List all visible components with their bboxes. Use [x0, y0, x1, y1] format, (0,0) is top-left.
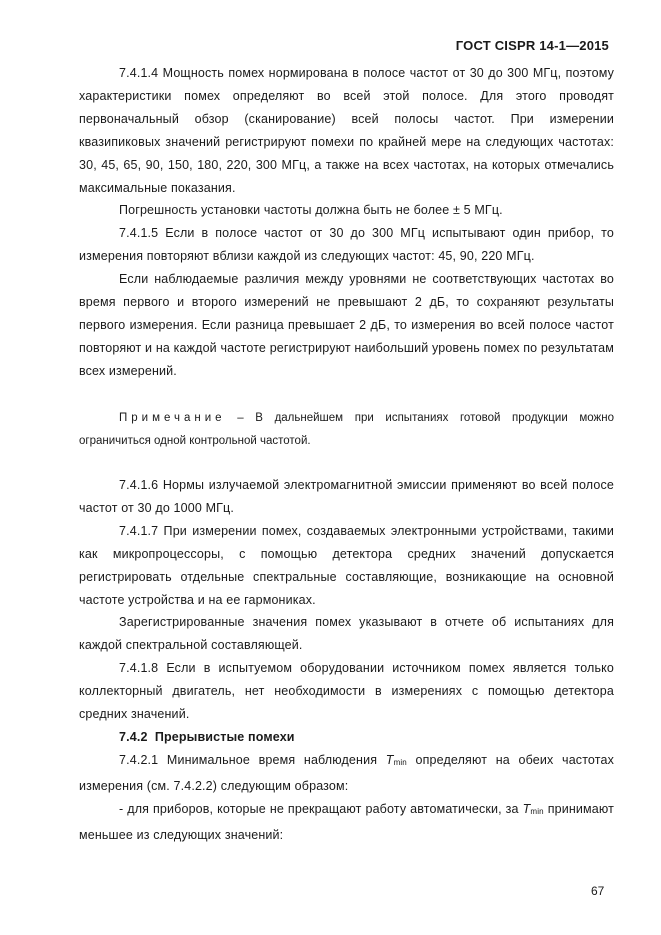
tmin-letter-2: T — [522, 801, 531, 816]
section-heading-7-4-2 — [79, 726, 614, 749]
paragraph-frequency-accuracy: Погрешность установки частоты должна быть не более ± 5 МГц. — [119, 203, 503, 218]
paragraph-registered-values: Зарегистрированные значения помех указывают в отчете об испытаниях для каждой спектральной составляющей. — [79, 615, 614, 653]
tmin-subscript: min — [393, 757, 407, 767]
document-header: ГОСТ CISPR 14-1—2015 — [455, 38, 609, 53]
paragraph-7-4-2-1-end: определяют на обеих частотах измерения (см. 7.4.2.2) следующим образом: — [79, 752, 614, 793]
tmin-symbol-2 — [523, 802, 544, 816]
paragraph-7-4-1-6: 7.4.1.6 Нормы излучаемой электромагнитной эмиссии применяют во всей полосе частот от 30 до 1000 МГц. — [79, 478, 614, 515]
tmin-subscript-2: min — [530, 806, 544, 816]
tmin-letter: T — [385, 752, 394, 767]
note-label: Примечание — [119, 412, 226, 424]
body-block-2 — [79, 474, 614, 847]
note-paragraph — [79, 407, 614, 453]
paragraph-7-4-1-8: 7.4.1.8 Если в испытуемом оборудовании источником помех является только коллекторный двигатель, нет необходимости в измерениях с помощью детектора средних значений. — [79, 661, 614, 722]
page-number: 67 — [591, 884, 605, 898]
paragraph-7-4-1-7: 7.4.1.7 При измерении помех, создаваемых электронными устройствами, такими как микропроцессоры, с помощью детектора средних значений допускается регистрировать отдельные спектральные составляющие, возникающие на основной частоте устройства и на ее гармониках. — [79, 523, 614, 607]
note-block — [79, 407, 614, 453]
paragraph-7-4-1-4: 7.4.1.4 Мощность помех нормирована в полосе частот от 30 до 300 МГц, поэтому характеристики помех определяют во всей этой полосе. Для этого проводят первоначальный обзор (сканирование) всей полосы частот. При измерении квазипиковых значений регистрируют помехи по крайней мере на следующих частотах: 30, 45, 65, 90, 150, 180, 220, 300 МГц, а также на всех частотах, на которых отмечались максимальные показания. — [79, 66, 614, 195]
paragraph-7-4-2-1 — [79, 749, 614, 798]
tmin-symbol — [386, 753, 407, 767]
paragraph-7-4-2-1-start: 7.4.2.1 Минимальное время наблюдения — [119, 752, 386, 767]
paragraph-list-item — [79, 798, 614, 847]
paragraph-measurement-differences: Если наблюдаемые различия между уровнями не соответствующих частотах во время первого и второго измерений не превышают 2 дБ, то сохраняют результаты первого измерения. Если разница превышает 2 дБ, то измерения во всей полосе частот повторяют и на каждой частоте регистрируют наибольший уровень помех по результатам всех измерений. — [79, 272, 614, 378]
body-block-1 — [79, 62, 614, 383]
heading-number: 7.4.2 — [119, 729, 148, 744]
note-text: – В дальнейшем при испытаниях готовой продукции можно ограничиться одной контрольной частотой. — [79, 412, 614, 447]
list-item-end: принимают меньшее из следующих значений: — [79, 801, 614, 842]
paragraph-7-4-1-5: 7.4.1.5 Если в полосе частот от 30 до 300 МГц испытывают один прибор, то измерения повторяют вблизи каждой из следующих частот: 45, 90, 220 МГц. — [79, 226, 614, 264]
heading-text: Прерывистые помехи — [154, 729, 295, 744]
list-item-start: - для приборов, которые не прекращают работу автоматически, за — [119, 801, 523, 816]
